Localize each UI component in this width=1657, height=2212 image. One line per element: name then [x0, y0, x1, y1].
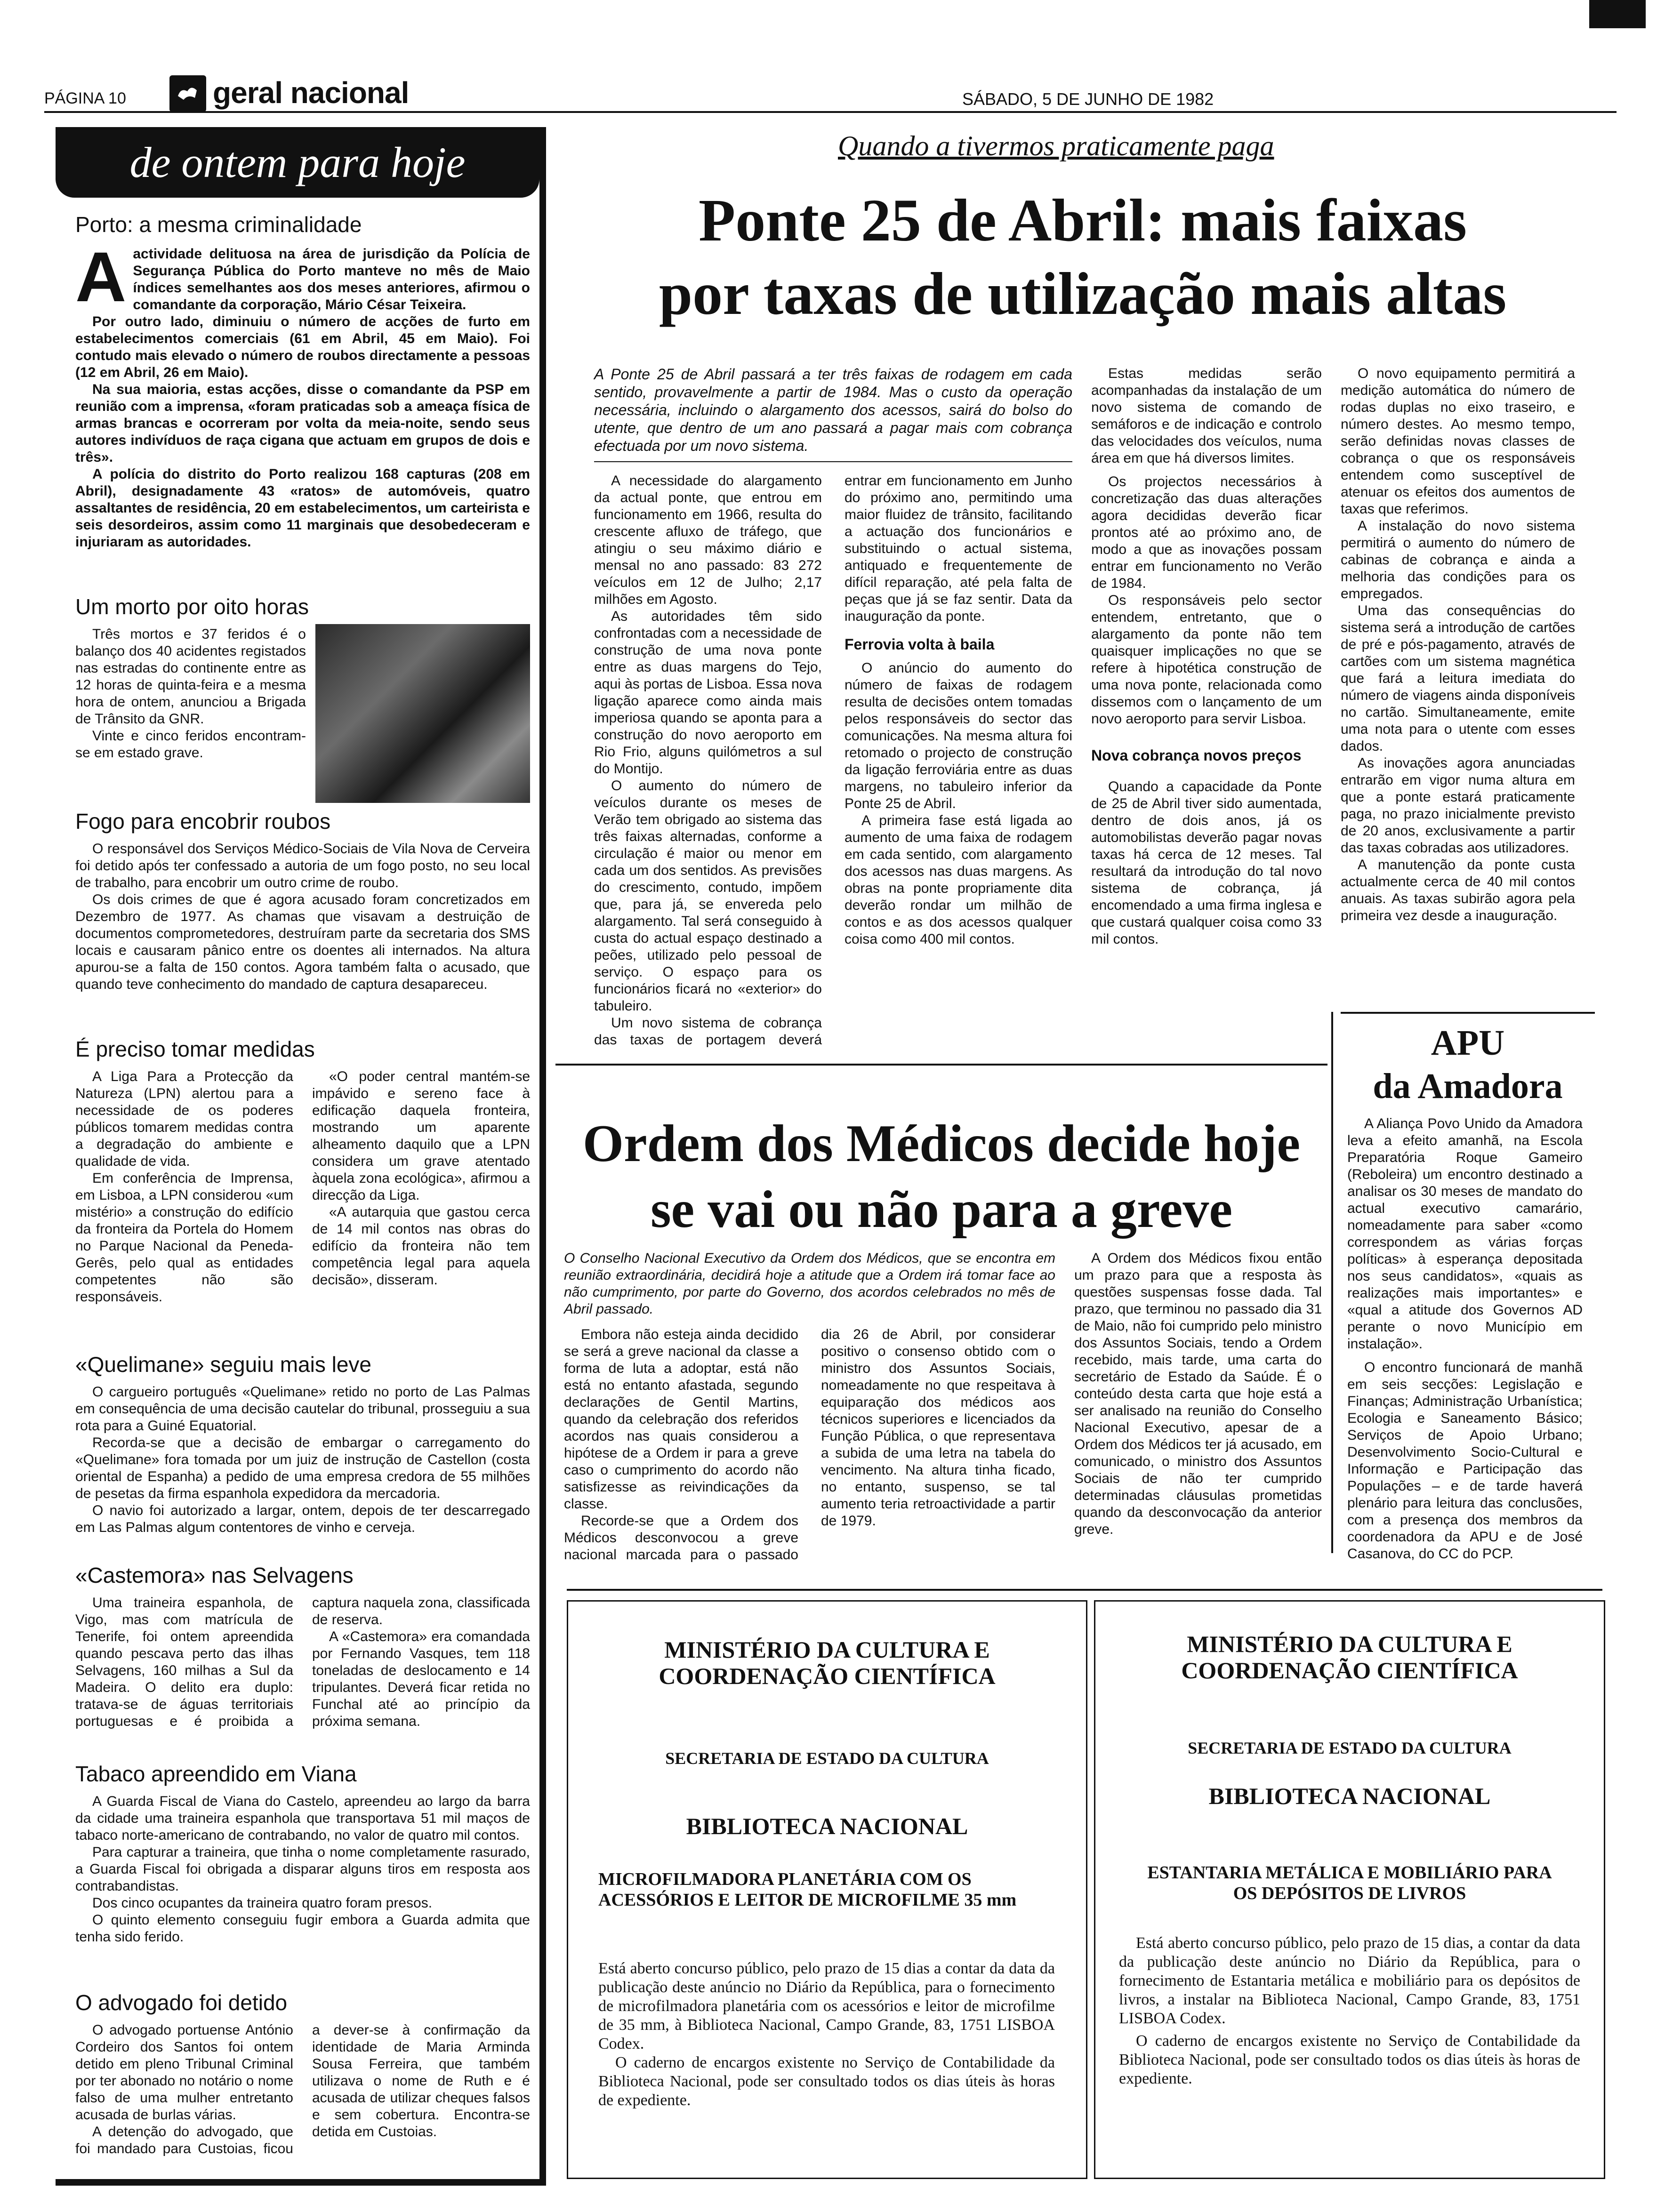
ad-subject: MICROFILMADORA PLANETÁRIA COM OS ACESSÓRIOS E LEITOR DE MICROFILME 35 mm: [598, 1869, 1017, 1910]
brief-paragraph: A Guarda Fiscal de Viana do Castelo, apreendeu ao largo da barra da cidade uma traineira espanhola que transportava 51 mil maços de tabaco norte-americano de contrabando, no valor de quatro mil contos.: [75, 1794, 530, 1843]
ad-body: [1119, 1934, 1580, 2088]
apu-top-rule: [1341, 1012, 1595, 1014]
medicos-headline: [555, 1111, 1327, 1242]
page-date: SÁBADO, 5 DE JUNHO DE 1982: [962, 89, 1214, 109]
lead-crosshead: Ferrovia volta à baila: [845, 636, 995, 653]
sidebar-banner-title: de ontem para hoje: [129, 138, 466, 186]
apu-headline: [1341, 1021, 1595, 1108]
medicos-headline-line: Ordem dos Médicos decide hoje: [582, 1114, 1301, 1173]
brief-paragraph: Os dois crimes de que é agora acusado foram concretizados em Dezembro de 1977. As chamas que visavam a destruição de documentos comprometedores, destruíram parte da secretaria dos SMS locais e causaram pânico entre os doentes ali internados. Na altura apurou-se a falta de 150 contos. Agora também falta o acusado, que quando teve conhecimento do mandado de captura desapareceu.: [75, 892, 530, 992]
lead-standfirst: A Ponte 25 de Abril passará a ter três faixas de rodagem em cada sentido, provavelmente a partir de 1984. Mas o custo da operação necessária, incluindo o alargamento dos acessos, sairá do bolso do utente, que dentro de um ano passará a pagar mais com cobrança efectuada por um novo sistema.: [594, 366, 1072, 454]
medicos-paragraph: Recorde-se que a Ordem dos Médicos desconvocou a greve nacional marcada para o passado dia 26 de Abril, por considerar positivo o consenso obtido com o ministro dos Assuntos Sociais, nomeadamente no que respeitava à equiparação dos médicos aos técnicos superiores e licenciados da Função Pública, o que representava a subida de uma letra na tabela do vencimento. Na altura tinha ficado, no entanto, suspenso, se tal aumento teria retroactividade a partir de 1979.: [564, 1327, 1055, 1563]
ad-shelving: [1094, 1600, 1605, 2179]
brief-paragraph: Três mortos e 37 feridos é o balanço dos 40 acidentes registados nas estradas do continente entre as 12 horas de quinta-feira e a mesma hora de ontem, anunciou a Brigada de Trânsito da GNR.: [75, 626, 306, 727]
brief-title: O advogado foi detido: [75, 1990, 288, 2015]
lead-headline: [555, 184, 1610, 330]
ad-library: BIBLIOTECA NACIONAL: [686, 1813, 968, 1839]
lead-paragraph: O anúncio do aumento do número de faixas de rodagem resulta de decisões ontem tomadas pelos responsáveis do sector das comunicações. Na mesma altura foi retomado o projecto de construção da ligação ferroviária entre as duas margens, no tabuleiro inferior da Ponte 25 de Abril.: [845, 660, 1072, 811]
brief-title: «Castemora» nas Selvagens: [75, 1563, 354, 1587]
brief-paragraph: Na sua maioria, estas acções, disse o comandante da PSP em reunião com a imprensa, «foram praticadas sob a ameaça física de armas brancas e ocorreram por volta da meia-noite, sendo seus autores indivíduos de raça cigana que actuam em grupos de dois e três».: [75, 382, 530, 465]
brief-fire: [75, 809, 530, 993]
brief-paragraph: Para capturar a traineira, que tinha o nome completamente rasurado, a Guarda Fiscal foi obrigada a disparar alguns tiros em resposta aos contrabandistas.: [75, 1844, 530, 1894]
brief-title: Um morto por oito horas: [75, 594, 309, 619]
lead-paragraph: Os responsáveis pelo sector entendem, entretanto, que o alargamento da ponte não tem quaisquer implicações no que se refere à hipotética construção de uma nova ponte, relacionada como dissemos com o lançamento de um novo aeroporto para servir Lisboa.: [1091, 593, 1322, 727]
medicos-paragraph: Embora não esteja ainda decidido se será a greve nacional da classe a forma de luta a adoptar, está não está no entanto afastada, segundo declarações de Gentil Martins, quando da celebração dos referidos acordos nas quais considerou a hipótese de a Ordem ir para a greve caso o cumprimento do acordo não satisfizesse as reivindicações da classe.: [564, 1327, 798, 1512]
brief-paragraph: A Liga Para a Protecção da Natureza (LPN) alertou para a necessidade de os poderes públicos tomarem medidas contra a degradação do ambiente e qualidade de vida.: [75, 1069, 293, 1169]
drop-cap: A: [75, 237, 127, 316]
apu-body: [1347, 1115, 1583, 1563]
lead-paragraph: A instalação do novo sistema permitirá o aumento do número de cabinas de cobrança e ainda a melhoria das condições para os empregados.: [1341, 518, 1575, 601]
lead-crosshead: Nova cobrança novos preços: [1091, 747, 1302, 764]
brief-road-deaths: [75, 594, 530, 803]
ad-paragraph: O caderno de encargos existente no Serviço de Contabilidade da Biblioteca Nacional, pode ser consultado todos os dias úteis às horas de expediente.: [1119, 2032, 1580, 2087]
lead-paragraph: Estas medidas serão acompanhadas da instalação de um novo sistema de comando de semáforos e de indicação e controlo das velocidades dos veículos, numa área em que há diversos limites.: [1091, 366, 1322, 466]
brief-title: «Quelimane» seguiu mais leve: [75, 1352, 372, 1377]
brief-paragraph: O advogado portuense António Cordeiro dos Santos foi ontem detido em pleno Tribunal Criminal por ter abonado no notário o nome falso de uma mulher entretanto acusada de burlas várias.: [75, 2022, 293, 2123]
lead-paragraph: A primeira fase está ligada ao aumento de uma faixa de rodagem em cada sentido, com alargamento dos acessos nas duas margens. As obras na ponte propriamente dita deverão rondar um milhão de contos e as dos acessos qualquer coisa como 400 mil contos.: [845, 813, 1072, 947]
lead-paragraph: A necessidade do alargamento da actual ponte, que entrou em funcionamento em 1966, resulta do crescente afluxo de tráfego, que atingiu o seu máximo diário e mensal no ano passado: 83 272 veículos em 12 de Julho; 2,17 milhões em Agosto.: [594, 473, 822, 607]
ad-secretariat: SECRETARIA DE ESTADO DA CULTURA: [665, 1749, 989, 1768]
lead-paragraph: As autoridades têm sido confrontadas com a necessidade de construção de uma nova ponte entre as duas margens do Tejo, aqui às portas de Lisboa. Essa nova ligação aparece como ainda mais imperiosa quando se aponta para a construção do novo aeroporto em Rio Frio, alguns quilómetros a sul do Montijo.: [594, 609, 822, 777]
brief-paragraph: Dos cinco ocupantes da traineira quatro foram presos.: [92, 1895, 433, 1911]
brief-lpn: [75, 1036, 530, 1306]
lead-standfirst-rule: [594, 461, 1072, 462]
lead-paragraph: Quando a capacidade da Ponte de 25 de Abril tiver sido aumentada, dentro de dois anos, já os automobilistas deverão pagar novas taxas há cerca de 12 meses. Tal resultará da introdução do tal novo sistema de cobrança, já encomendado a uma firma inglesa e que custará qualquer coisa como 33 mil contos.: [1091, 779, 1322, 947]
lead-paragraph: As inovações agora anunciadas entrarão em vigor numa altura em que a ponte estará praticamente paga, no prazo inicialmente previsto de 20 anos, exclusivamente a partir das taxas cobradas aos utilizadores.: [1341, 755, 1575, 856]
medicos-body-a: [564, 1326, 1055, 1571]
lead-paragraph: A manutenção da ponte custa actualmente cerca de 40 mil contos anuais. As taxas subirão agora pela primeira vez desde a inauguração.: [1341, 857, 1575, 923]
lead-kicker: Quando a tivermos praticamente paga: [838, 130, 1274, 161]
ad-paragraph: O caderno de encargos existente no Serviço de Contabilidade da Biblioteca Nacional, pode ser consultado todos os dias úteis às horas de expediente.: [598, 2054, 1055, 2109]
ad-paragraph: Está aberto concurso público, pelo prazo de 15 dias, a contar da data da publicação deste anúncio no Diário da República, para o fornecimento de Estantaria metálica e mobiliário para os depósitos de livros, a instalar na Biblioteca Nacional, Campo Grande, 83, 1751 LISBOA Codex.: [1119, 1934, 1580, 2027]
ad-paragraph: Está aberto concurso público, pelo prazo de 15 dias a contar da data da publicação deste anúncio no Diário da República, para o fornecimento de microfilmadora planetária com os acessórios e leitor de microfilme de 35 mm, à Biblioteca Nacional, Campo Grande, 83, 1751 LISBOA Codex.: [598, 1960, 1055, 2052]
brief-paragraph: O quinto elemento conseguiu fugir embora a Guarda admita que tenha sido ferido.: [75, 1912, 530, 1945]
brief-paragraph: Uma traineira espanhola, de Vigo, mas com matrícula de Tenerife, foi ontem apreendida quando pescava perto das ilhas Selvagens, 160 milhas a Sul da Madeira. O delito era duplo: tratava-se de águas territoriais portuguesas e é proibida a captura naquela zona, classificada de reserva.: [75, 1595, 530, 1729]
medicos-standfirst: O Conselho Nacional Executivo da Ordem dos Médicos, que se encontra em reunião extraordinária, decidirá hoje a atitude que a Ordem irá tomar face ao não cumprimento, por parte do Governo, dos acordos celebrados no mês de Abril passado.: [564, 1250, 1055, 1317]
lead-body-c: [1341, 365, 1575, 924]
section-logo-icon: [169, 75, 206, 112]
ad-ministry: MINISTÉRIO DA CULTURA E COORDENAÇÃO CIENTÍFICA: [659, 1636, 996, 1689]
brief-paragraph: A «Castemora» era comandada por Fernando Vasques, tem 118 toneladas de deslocamento e 14 tripulantes. Deverá ficar retida no Funchal até ao princípio da próxima semana.: [312, 1629, 530, 1729]
brief-paragraph: Recorda-se que a decisão de embargar o carregamento do «Quelimane» fora tomada por um juiz de instrução de Castellon (costa oriental de Espanha) a pedido de uma empresa credora de 55 milhões de pesetas da firma espanhola expedidora da mercadoria.: [75, 1435, 530, 1501]
ad-body: [598, 1959, 1055, 2110]
lead-headline-line: por taxas de utilização mais altas: [659, 260, 1507, 327]
brief-paragraph: O responsável dos Serviços Médico-Sociais de Vila Nova de Cerveira foi detido após ter confessado a autoria de um fogo posto, no seu local de trabalho, para encobrir um outro crime de roubo.: [75, 841, 530, 890]
medicos-headline-line: se vai ou não para a greve: [650, 1180, 1233, 1239]
brief-paragraph: «A autarquia que gastou cerca de 14 mil contos nas obras do edifício da fronteira não tem competência legal para aquela decisão», disseram.: [312, 1204, 530, 1288]
brief-paragraph: A detenção do advogado, que foi mandado para Custoias, ficou a dever-se à confirmação da identidade de Maria Arminda Sousa Ferreira, que também utilizava o nome de Ruth e é acusada de utilizar cheques falsos e sem cobertura. Encontra-se detida em Custoias.: [75, 2022, 530, 2156]
lead-body-b: [1091, 365, 1322, 948]
brief-lawyer: [75, 1990, 530, 2157]
apu-paragraph: O encontro funcionará de manhã em seis secções: Legislação e Finanças; Administração Urbanística; Ecologia e Saneamento Básico; Serviços de Apoio Urbano; Desenvolvimento Socio-Cultural e Informação e Participação das Populações – e de tarde haverá plenário para leitura das conclusões, com a presença dos membros da coordenadora da APU e de José Casanova, do CC do PCP.: [1347, 1360, 1583, 1562]
medicos-paragraph: A Ordem dos Médicos fixou então um prazo para que a resposta às questões suspensas fosse dada. Tal prazo, que terminou no passado dia 31 de Maio, não foi cumprido pelo ministro dos Assuntos Sociais, tendo a Ordem recebido, mais tarde, uma carta do secretário de Estado da Saúde. É o conteúdo desta carta que hoje está a ser analisado na reunião do Conselho Nacional Executivo, apesar de a Ordem dos Médicos ter já acusado, em comunicado, o ministro dos Assuntos Sociais de não ter cumprido determinadas cláusulas prometidas quando da desconvocação da anterior greve.: [1074, 1250, 1322, 1537]
brief-paragraph: «O poder central mantém-se impávido e sereno face à edificação daquela fronteira, mostrando um aparente alheamento daquilo que a LPN considera um grave atentado àquela zona ecológica», afirmou a direcção da Liga.: [312, 1069, 530, 1203]
brief-title: Fogo para encobrir roubos: [75, 809, 331, 834]
lead-paragraph: Um novo sistema de cobrança das taxas de portagem deverá entrar em funcionamento em Junho do próximo ano, permitindo uma maior fluidez de trânsito, facilitando a actuação dos funcionários e substituindo o actual sistema, antiquado e frequentemente de difícil reparação, até pela falta de peças que já se faz sentir. Data da inauguração da ponte.: [594, 473, 1072, 1048]
ad-secretariat: SECRETARIA DE ESTADO DA CULTURA: [1188, 1739, 1512, 1757]
corner-mark: [1589, 0, 1646, 28]
brief-title: É preciso tomar medidas: [75, 1037, 315, 1061]
section-title: geral nacional: [213, 76, 409, 110]
page-number: PÁGINA 10: [44, 89, 126, 107]
brief-quelimane: [75, 1352, 530, 1536]
ad-subject: ESTANTARIA METÁLICA E MOBILIÁRIO PARA OS DEPÓSITOS DE LIVROS: [1147, 1863, 1552, 1903]
lead-paragraph: Os projectos necessários à concretização das duas alterações agora decididas deverão ficar prontos até ao próximo ano, de modo a que as inovações possam entrar em funcionamento no Verão de 1984.: [1091, 474, 1322, 591]
ad-microfilm: [567, 1600, 1087, 2179]
brief-paragraph: Em conferência de Imprensa, em Lisboa, a LPN considerou «um mistério» a construção do edifício da fronteira da Portela do Homem no Parque Nacional da Peneda-Gerês, pelo qual as entidades competentes não são responsáveis.: [75, 1170, 293, 1305]
ad-library: BIBLIOTECA NACIONAL: [1208, 1783, 1491, 1809]
lead-divider: [555, 1064, 1327, 1066]
apu-paragraph: A Aliança Povo Unido da Amadora leva a efeito amanhã, na Escola Preparatória Roque Gameiro (Reboleira) um encontro destinado a analisar os 30 meses de mandato do actual executivo camarário, nomeadamente para saber «como correspondem as várias forças políticas» à esperança depositada nos seus candidatos», «quais as realizações mais importantes» e «qual a atitude dos Governos AD perante o novo Município em instalação».: [1347, 1116, 1583, 1352]
ads-top-rule: [567, 1589, 1602, 1591]
lead-paragraph: O novo equipamento permitirá a medição automática do número de rodas duplas no eixo traseiro, e número destes. Ao mesmo tempo, serão definidas novas classes de cobrança o que os responsáveis entendem como susceptível de atenuar os efeitos dos aumentos de taxas que referimos.: [1341, 366, 1575, 517]
brief-castemora: [75, 1563, 530, 1730]
apu-headline-line: da Amadora: [1373, 1066, 1563, 1106]
crash-photo: [315, 624, 530, 803]
brief-title: Porto: a mesma criminalidade: [75, 212, 362, 237]
lead-paragraph: O aumento do número de veículos durante os meses de Verão tem obrigado ao sistema das três faixas alternadas, conforme a circulação é maior ou menor em cada um dos sentidos. As previsões do crescimento, contudo, impõem que, para já, se envereda pelo alargamento. Tal será conseguido à custa do actual espaço destinado a peões, utilizado pelo pessoal de serviço. O espaço para os funcionários ficará no «exterior» do tabuleiro.: [594, 778, 822, 1014]
lead-paragraph: Uma das consequências do sistema será a introdução de cartões de pré e pós-pagamento, através de cartões com um sistema magnética que fará a leitura imediata do número de viagens ainda disponíveis no cartão. Simultaneamente, emite uma nota para o utente com esses dados.: [1341, 603, 1575, 754]
brief-tobacco: [75, 1761, 530, 1946]
apu-headline-line: APU: [1431, 1023, 1505, 1063]
header-rule: [44, 111, 1617, 113]
brief-title: Tabaco apreendido em Viana: [75, 1762, 357, 1786]
brief-paragraph: O navio foi autorizado a largar, ontem, depois de ter descarregado em Las Palmas algum contentores de vinho e cerveja.: [75, 1503, 530, 1535]
lead-headline-line: Ponte 25 de Abril: mais faixas: [699, 187, 1467, 254]
lead-body-a: [594, 473, 1072, 1051]
brief-paragraph: Vinte e cinco feridos encontram-se em estado grave.: [75, 728, 306, 761]
brief-paragraph: Por outro lado, diminuiu o número de acções de furto em estabelecimentos comerciais (61 em Abril, 45 em Maio). Foi contudo mais elevado o número de roubos directamente a pessoas (12 em Abril, 26 em Maio).: [75, 314, 530, 380]
apu-divider: [1331, 1012, 1333, 1553]
brief-paragraph: A polícia do distrito do Porto realizou 168 capturas (208 em Abril), designadamente 43 «ratos» de automóveis, quatro assaltantes de residência, 20 em estabelecimentos, um carteirista e seis desordeiros, assim como 11 marginais que desobedeceram e injuriaram as autoridades.: [75, 466, 530, 550]
brief-paragraph: actividade delituosa na área de jurisdição da Polícia de Segurança Pública do Porto manteve no mês de Maio índices semelhantes aos dos meses anteriores, afirmou o comandante da corporação, Mário César Teixeira.: [133, 246, 530, 313]
medicos-body-b: [1074, 1250, 1322, 1538]
brief-paragraph: O cargueiro português «Quelimane» retido no porto de Las Palmas em consequência de uma decisão cautelar do tribunal, prosseguiu a sua rota para a Guiné Equatorial.: [75, 1384, 530, 1434]
brief-porto: [75, 212, 530, 551]
ad-ministry: MINISTÉRIO DA CULTURA E COORDENAÇÃO CIENTÍFICA: [1181, 1631, 1518, 1683]
